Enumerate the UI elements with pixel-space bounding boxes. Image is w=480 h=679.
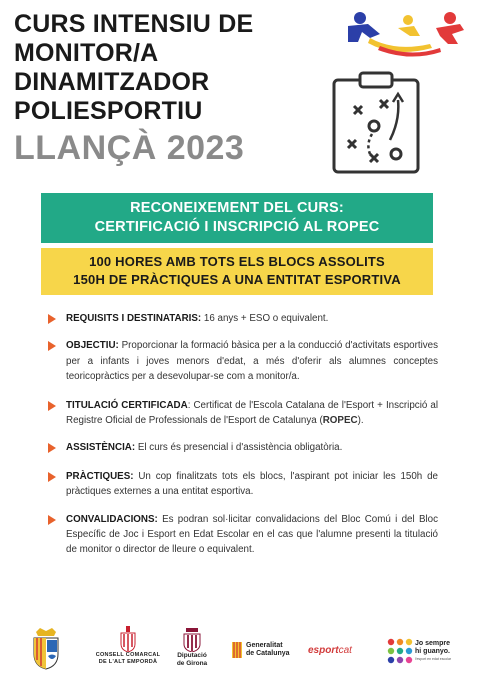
consell-line-2: DE L'ALT EMPORDÀ [98,659,158,665]
title-line-3: DINAMITZADOR [14,68,210,96]
generalitat-line-2: de Catalunya [246,650,290,657]
convalidacions-text: Es podran sol·licitar convalidacions del Bloc Comú i del Bloc Específic de Joc i Esport en Edat Escolar en el cas que l'alumne presenti la titulació de monitor o director de lleure o equivalent. [66,513,438,556]
bullet-arrow-icon [48,341,56,351]
requisits-text: 16 anys + ESO o equivalent. [201,313,329,324]
jsg-text [415,640,450,656]
generalitat-line-1: Generalitat [246,642,283,649]
recognition-line-2: CERTIFICACIÓ I INSCRIPCIÓ AL ROPEC [94,219,380,235]
consell-line-1: CONSELL COMARCAL [95,652,161,658]
requisits-label: REQUISITS I DESTINATARIS: [66,313,202,324]
title-line-4: POLIESPORTIU [14,97,203,125]
diputacio-emblem-icon [182,626,202,652]
list-item-objectiu [48,338,438,384]
title-line-1: CURS INTENSIU DE [14,10,254,38]
practiques-label: PRÀCTIQUES: [66,470,134,482]
info-list [48,311,438,558]
hours-line-1: 100 HORES AMB TOTS ELS BLOCS ASSOLITS [89,254,385,269]
hours-line-2: 150H DE PRÀCTIQUES A UNA ENTITAT ESPORTIVA [73,272,401,287]
generalitat-text [246,642,290,658]
sport-figures-logo [340,8,470,60]
diputacio-line-1: Diputació [177,652,207,659]
title-year: LLANÇÀ 2023 [14,129,245,167]
colored-dots-icon [387,638,413,664]
hours-banner [41,248,433,295]
list-item-convalidacions [48,512,438,558]
recognition-line-1: RECONEIXEMENT DEL CURS: [130,200,344,216]
titulacio-label: TITULACIÓ CERTIFICADA [66,399,188,411]
list-item-assistencia [48,440,438,455]
titulacio-ropec: ROPEC [322,415,358,427]
practiques-text: Un cop finalitzats tots els blocs, l'aspirant pot iniciar les 150h de pràctiques externes a una entitat esportiva. [66,470,438,498]
objectiu-label: OBJECTIU: [66,340,119,352]
assistencia-text: El curs és presencial i d'assistència obligatòria. [135,442,343,454]
esportcat-a: esport [308,645,339,656]
bullet-arrow-icon [48,314,56,324]
recognition-banner [41,193,433,243]
title-line-2: MONITOR/A [14,39,159,67]
assistencia-label: ASSISTÈNCIA: [66,442,136,454]
consell-comarcal-emblem-icon [119,626,137,652]
generalitat-emblem-icon [232,642,242,658]
bullet-arrow-icon [48,515,56,525]
clipboard-tactics-icon [330,70,422,176]
objectiu-text: Proporcionar la formació bàsica per a la conducció d'activitats esportives per a infants i joves menors d'edat, a més d'oferir als alumnes conceptes teoricopràctics per a desevolupar-se com a monitor/a. [66,340,438,383]
jsg-line-2: hi guanyo. [415,648,450,655]
diputacio-girona-logo [170,626,214,667]
diputacio-line-2: de Girona [176,659,208,667]
jsg-small-text: l'esport en edat escolar [415,657,452,661]
convalidacions-label: CONVALIDACIONS: [66,513,158,525]
list-item-titulacio [48,398,438,429]
title-block [14,10,314,168]
consell-comarcal-logo [88,626,168,666]
esportcat-b: cat [338,645,352,656]
titulacio-text-end: ). [357,415,364,427]
jsg-line-1: Jo sempre [415,640,451,647]
bullet-arrow-icon [48,401,56,411]
list-item-practiques [48,469,438,500]
bullet-arrow-icon [48,472,56,482]
municipal-coat-of-arms-icon [30,626,62,670]
list-item-requisits [48,311,438,326]
titulacio-text: : Certificat de l'Escola Catalana de l'Esport + Inscripció al Registre Oficial de Professionals de l'Esport de Catalunya ( [66,399,438,427]
footer-logos [0,620,480,679]
esportcat-logo [308,645,352,656]
bullet-arrow-icon [48,443,56,453]
